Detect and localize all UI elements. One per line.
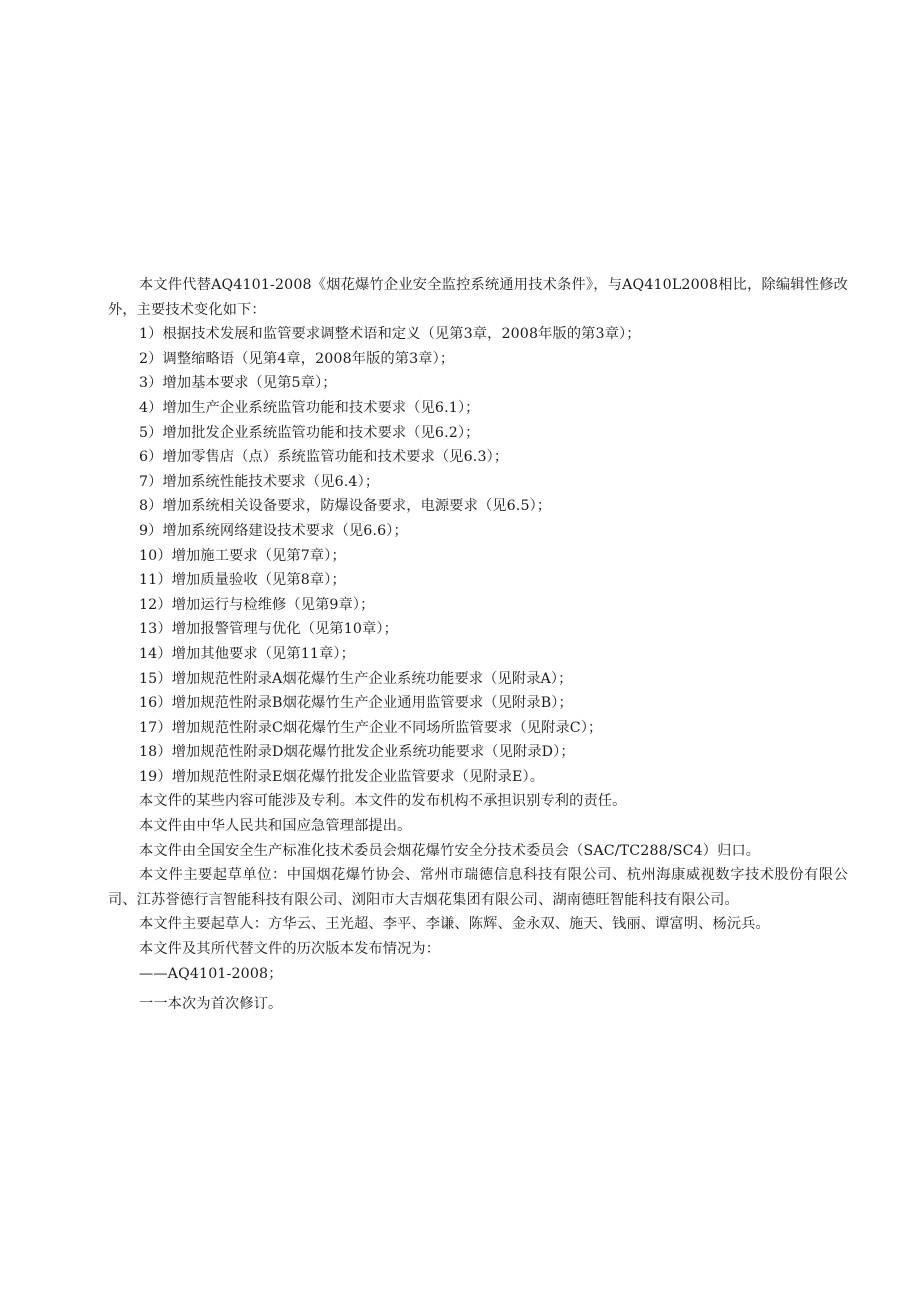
list-item: 3）增加基本要求（见第5章）； [139, 375, 337, 392]
list-item: 13）增加报警管理与优化（见第10章）； [139, 621, 399, 638]
change-list [108, 322, 848, 789]
list-item: 2）调整缩略语（见第4章，2008年版的第3章）； [139, 350, 455, 367]
list-item: 14）增加其他要求（见第11章）； [139, 645, 355, 662]
list-item: 9）增加系统网络建设技术要求（见6.6）； [139, 522, 408, 539]
list-item: 4）增加生产企业系统监管功能和技术要求（见6.1）； [139, 399, 480, 416]
list-item: 7）增加系统性能技术要求（见6.4）； [139, 473, 380, 490]
list-item: 18）增加规范性附录D烟花爆竹批发企业系统功能要求（见附录D）； [139, 744, 575, 761]
history-entry-current: 一一本次为首次修订。 [139, 996, 283, 1013]
list-item: 15）增加规范性附录A烟花爆竹生产企业系统功能要求（见附录A）； [139, 670, 573, 687]
history-intro: 本文件及其所代替文件的历次版本发布情况为： [139, 941, 441, 958]
list-item: 16）增加规范性附录B烟花爆竹生产企业通用监管要求（见附录B）； [139, 695, 573, 712]
foreword-body [108, 273, 848, 1017]
list-item: 17）增加规范性附录C烟花爆竹生产企业不同场所监管要求（见附录C）； [139, 719, 603, 736]
centralized-by: 本文件由全国安全生产标准化技术委员会烟花爆竹安全分技术委员会（SAC/TC288/SC4）归口。 [139, 842, 761, 859]
proposed-by: 本文件由中华人民共和国应急管理部提出。 [139, 818, 412, 835]
history-entry-previous: ——AQ4101-2008； [139, 965, 283, 982]
intro-paragraph: 本文件代替AQ4101-2008《烟花爆竹企业安全监控系统通用技术条件》，与AQ410L2008相比，除编辑性修改外，主要技术变化如下： [108, 277, 848, 318]
list-item: 8）增加系统相关设备要求，防爆设备要求，电源要求（见6.5）； [139, 498, 552, 515]
list-item: 11）增加质量验收（见第8章）； [139, 572, 346, 589]
list-item: 12）增加运行与检维修（见第9章）； [139, 596, 375, 613]
patent-notice: 本文件的某些内容可能涉及专利。本文件的发布机构不承担识别专利的责任。 [139, 793, 627, 810]
list-item: 19）增加规范性附录E烟花爆竹批发企业监管要求（见附录E）。 [139, 768, 545, 785]
list-item: 6）增加零售店（点）系统监管功能和技术要求（见6.3）； [139, 449, 509, 466]
list-item: 10）增加施工要求（见第7章）； [139, 547, 346, 564]
list-item: 1）根据技术发展和监管要求调整术语和定义（见第3章，2008年版的第3章）； [139, 326, 641, 343]
drafting-units: 本文件主要起草单位：中国烟花爆竹协会、常州市瑞德信息科技有限公司、杭州海康威视数字技术股份有限公司、江苏誉德行言智能科技有限公司、浏阳市大吉烟花集团有限公司、湖南德旺智能科技有限公司。 [108, 867, 848, 908]
list-item: 5）增加批发企业系统监管功能和技术要求（见6.2）； [139, 424, 480, 441]
drafters: 本文件主要起草人：方华云、王光超、李平、李谦、陈辉、金永双、施天、钱丽、谭富明、杨沅兵。 [139, 916, 770, 933]
